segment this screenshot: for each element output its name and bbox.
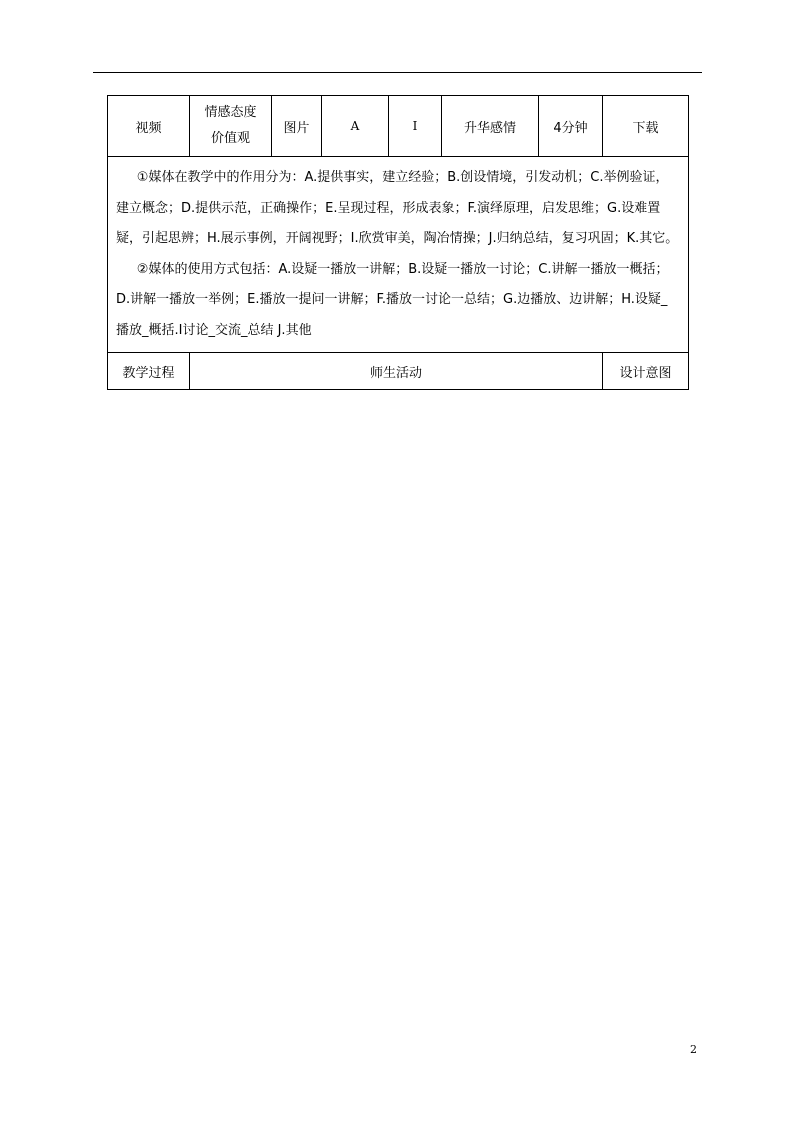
- activity-header: 师生活动: [190, 353, 603, 390]
- notes-cell: [108, 157, 689, 353]
- notes-paragraph-1: ①媒体在教学中的作用分为：A.提供事实，建立经验；B.创设情境，引发动机；C.举例验证，建立概念；D.提供示范，正确操作；E.呈现过程，形成表象；F.演绎原理，启发思维；G.设难置疑，引起思辨；H.展示事例，开阔视野；I.欣赏审美，陶冶情操；J.归纳总结，复习巩固；K.其它。: [116, 170, 679, 246]
- objective-cell: [190, 96, 272, 157]
- table-row: [108, 96, 689, 157]
- role-code-cell: A: [322, 96, 389, 157]
- design-intent-header: 设计意图: [603, 353, 689, 390]
- media-type-cell: 视频: [108, 96, 190, 157]
- teaching-process-header: 教学过程: [108, 353, 190, 390]
- media-table: [107, 95, 689, 390]
- duration-cell: 4分钟: [539, 96, 603, 157]
- notes-paragraph-2: ②媒体的使用方式包括：A.设疑一播放一讲解；B.设疑一播放一讨论；C.讲解一播放一概括；D.讲解一播放一举例；E.播放一提问一讲解；F.播放一讨论一总结；G.边播放、边讲解；H.设疑_播放_概括.I讨论_交流_总结 J.其他: [116, 261, 669, 338]
- table-row: [108, 157, 689, 353]
- effect-cell: 升华感情: [442, 96, 539, 157]
- page-number: 2: [690, 1043, 697, 1056]
- usage-code-cell: I: [389, 96, 442, 157]
- media-form-cell: 图片: [272, 96, 322, 157]
- objective-line-2: 价值观: [210, 131, 250, 146]
- source-cell: 下载: [603, 96, 689, 157]
- objective-line-1: 情感态度: [204, 105, 257, 120]
- table-row: [108, 353, 689, 390]
- header-rule: [93, 72, 702, 73]
